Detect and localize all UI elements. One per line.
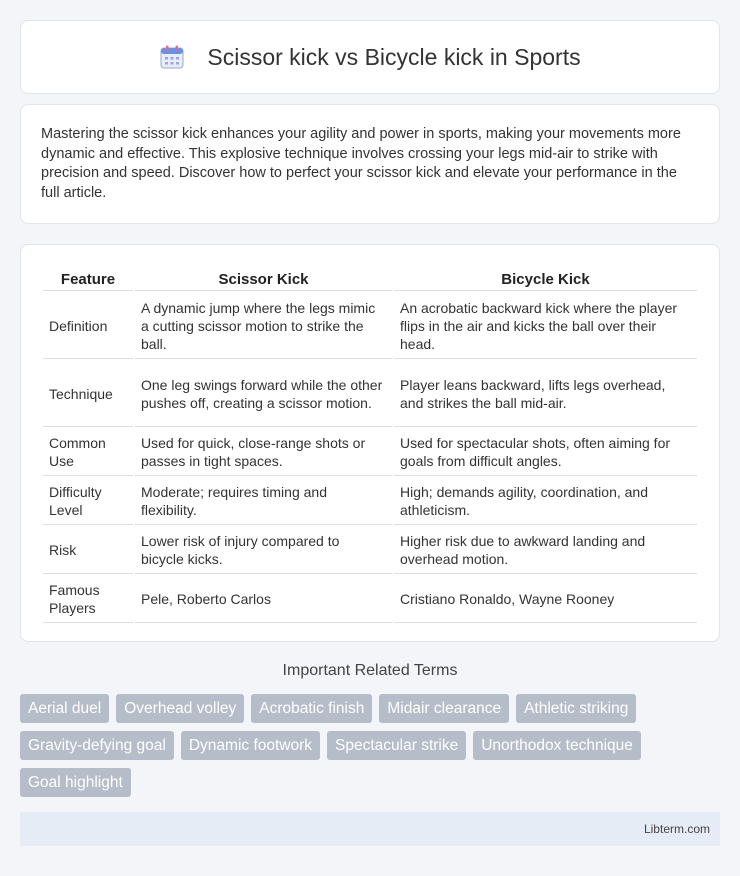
tag-aerial-duel[interactable]: Aerial duel	[20, 694, 109, 723]
row-feature: Definition	[43, 293, 133, 359]
tag-athletic-striking[interactable]: Athletic striking	[516, 694, 636, 723]
row-scissor: Pele, Roberto Carlos	[135, 576, 392, 623]
tag-midair-clearance[interactable]: Midair clearance	[379, 694, 509, 723]
row-feature: Risk	[43, 527, 133, 574]
calendar-icon	[159, 44, 185, 70]
row-scissor: One leg swings forward while the other pushes off, creating a scissor motion.	[135, 361, 392, 427]
row-bicycle: Player leans backward, lifts legs overhead, and strikes the ball mid-air.	[394, 361, 697, 427]
footer-link[interactable]: Libterm.com	[643, 822, 710, 836]
row-bicycle: High; demands agility, coordination, and athleticism.	[394, 478, 697, 525]
header-feature: Feature	[43, 267, 133, 291]
intro-card	[20, 104, 720, 224]
comparison-table	[41, 265, 699, 625]
table-row	[43, 361, 697, 427]
table-row	[43, 293, 697, 359]
tag-acrobatic-finish[interactable]: Acrobatic finish	[251, 694, 372, 723]
row-feature: Common Use	[43, 429, 133, 476]
table-row	[43, 576, 697, 623]
page-title: Scissor kick vs Bicycle kick in Sports	[207, 43, 581, 70]
row-feature: Difficulty Level	[43, 478, 133, 525]
table-header-row	[43, 267, 697, 291]
row-bicycle: An acrobatic backward kick where the player flips in the air and kicks the ball over their head.	[394, 293, 697, 359]
tag-spectacular-strike[interactable]: Spectacular strike	[327, 731, 466, 760]
row-scissor: Moderate; requires timing and flexibility.	[135, 478, 392, 525]
tag-gravity-defying-goal[interactable]: Gravity-defying goal	[20, 731, 174, 760]
row-scissor: Used for quick, close-range shots or passes in tight spaces.	[135, 429, 392, 476]
row-bicycle: Cristiano Ronaldo, Wayne Rooney	[394, 576, 697, 623]
row-feature: Technique	[43, 361, 133, 427]
comparison-card	[20, 244, 720, 642]
intro-text: Mastering the scissor kick enhances your agility and power in sports, making your movements more dynamic and effective. This explosive technique involves crossing your legs mid-air to strike with precision and speed. Discover how to perfect your scissor kick and elevate your performance in the full article.	[41, 126, 681, 201]
row-bicycle: Used for spectacular shots, often aiming for goals from difficult angles.	[394, 429, 697, 476]
table-row	[43, 478, 697, 525]
table-row	[43, 527, 697, 574]
tag-dynamic-footwork[interactable]: Dynamic footwork	[181, 731, 320, 760]
tag-unorthodox-technique[interactable]: Unorthodox technique	[473, 731, 641, 760]
row-scissor: A dynamic jump where the legs mimic a cutting scissor motion to strike the ball.	[135, 293, 392, 359]
table-row	[43, 429, 697, 476]
related-tags	[20, 694, 720, 797]
tag-overhead-volley[interactable]: Overhead volley	[116, 694, 244, 723]
title-wrap	[159, 44, 580, 71]
row-feature: Famous Players	[43, 576, 133, 623]
footer	[20, 812, 720, 846]
header-card	[20, 20, 720, 94]
row-scissor: Lower risk of injury compared to bicycle kicks.	[135, 527, 392, 574]
related-terms-title: Important Related Terms	[282, 662, 458, 679]
row-bicycle: Higher risk due to awkward landing and overhead motion.	[394, 527, 697, 574]
header-bicycle-kick: Bicycle Kick	[394, 267, 697, 291]
tag-goal-highlight[interactable]: Goal highlight	[20, 768, 131, 797]
header-scissor-kick: Scissor Kick	[135, 267, 392, 291]
